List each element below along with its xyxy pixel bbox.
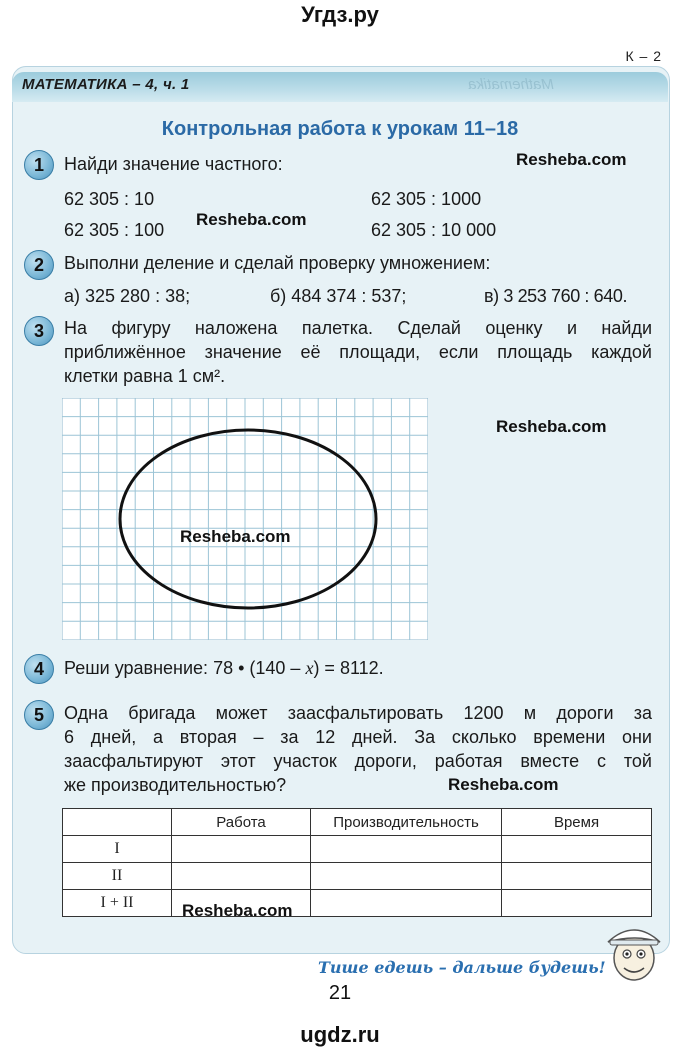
watermark: Resheba.com xyxy=(516,150,627,169)
task-4-text xyxy=(64,656,384,680)
task-4-text-post: ) = 8112. xyxy=(313,658,384,678)
page-title: Контрольная работа к урокам 11–18 xyxy=(161,118,519,140)
task-5-line: же производительностью? xyxy=(64,775,287,795)
table-cell[interactable] xyxy=(172,836,311,863)
task-2-number: 2 xyxy=(24,250,54,280)
mirrored-bleed-text: Mathematika xyxy=(468,76,554,93)
task-4-text-pre: Реши уравнение: 78 • (140 – xyxy=(64,658,306,678)
table-cell[interactable] xyxy=(172,863,311,890)
task-5-line: Одна бригада может заасфальтировать 1200 м дороги за xyxy=(64,703,652,723)
watermark: Resheba.com xyxy=(496,417,607,436)
task-2-text: Выполни деление и сделай проверку умножением: xyxy=(64,253,491,273)
table-row-label: I + II xyxy=(63,890,172,917)
task-3-number: 3 xyxy=(24,316,54,346)
table-header-cell: Время xyxy=(502,809,652,836)
task-2-item: б) 484 374 : 537; xyxy=(270,286,407,306)
table-row-label: I xyxy=(63,836,172,863)
table-row xyxy=(63,836,652,863)
task-1-text: Найди значение частного: xyxy=(64,154,283,174)
subject-label: МАТЕМАТИКА – 4, ч. 1 xyxy=(22,76,190,93)
table-header-cell xyxy=(63,809,172,836)
task-2-item: а) 325 280 : 38; xyxy=(64,286,191,306)
table-cell[interactable] xyxy=(311,863,502,890)
watermark: Resheba.com xyxy=(182,901,293,920)
task-5-number: 5 xyxy=(24,700,54,730)
task-5-line: заасфальтируют этот участок дороги, работая вместе с той xyxy=(64,751,652,771)
task-3-line: На фигуру наложена палетка. Сделай оценку и найди xyxy=(64,318,652,338)
table-cell[interactable] xyxy=(502,890,652,917)
watermark: Resheba.com xyxy=(448,775,559,794)
task-3-line: приближённое значение её площади, если площадь каждой xyxy=(64,342,652,362)
table-cell[interactable] xyxy=(311,836,502,863)
task-2-item: в) 3 253 760 : 640. xyxy=(484,286,628,306)
mascot-boy-icon xyxy=(600,916,668,986)
task-1-item: 62 305 : 10 xyxy=(64,189,155,209)
table-header-cell: Производительность xyxy=(311,809,502,836)
watermark: Resheba.com xyxy=(196,210,307,229)
task-4-variable: x xyxy=(305,658,314,678)
site-title-top: Угдз.ру xyxy=(301,2,379,27)
task-1-number: 1 xyxy=(24,150,54,180)
task-1-item: 62 305 : 1000 xyxy=(371,189,482,209)
table-cell[interactable] xyxy=(502,836,652,863)
table-cell[interactable] xyxy=(311,890,502,917)
work-table xyxy=(62,808,652,917)
grid-palette xyxy=(62,398,428,640)
motto-signature: Тише едешь – дальше будешь! xyxy=(318,958,606,977)
task-1-item: 62 305 : 100 xyxy=(64,220,165,240)
task-4-number: 4 xyxy=(24,654,54,684)
site-title-bottom: ugdz.ru xyxy=(300,1022,380,1047)
task-3-line: клетки равна 1 см². xyxy=(64,366,226,386)
task-1-item: 62 305 : 10 000 xyxy=(371,220,497,240)
table-header-row xyxy=(63,809,652,836)
page-number: 21 xyxy=(328,982,352,1004)
watermark: Resheba.com xyxy=(180,527,291,546)
table-cell[interactable] xyxy=(502,863,652,890)
table-row xyxy=(63,890,652,917)
page-code: К – 2 xyxy=(625,48,662,64)
table-header-cell: Работа xyxy=(172,809,311,836)
table-row-label: II xyxy=(63,863,172,890)
table-row xyxy=(63,863,652,890)
task-5-line: 6 дней, а вторая – за 12 дней. За сколько времени они xyxy=(64,727,652,747)
